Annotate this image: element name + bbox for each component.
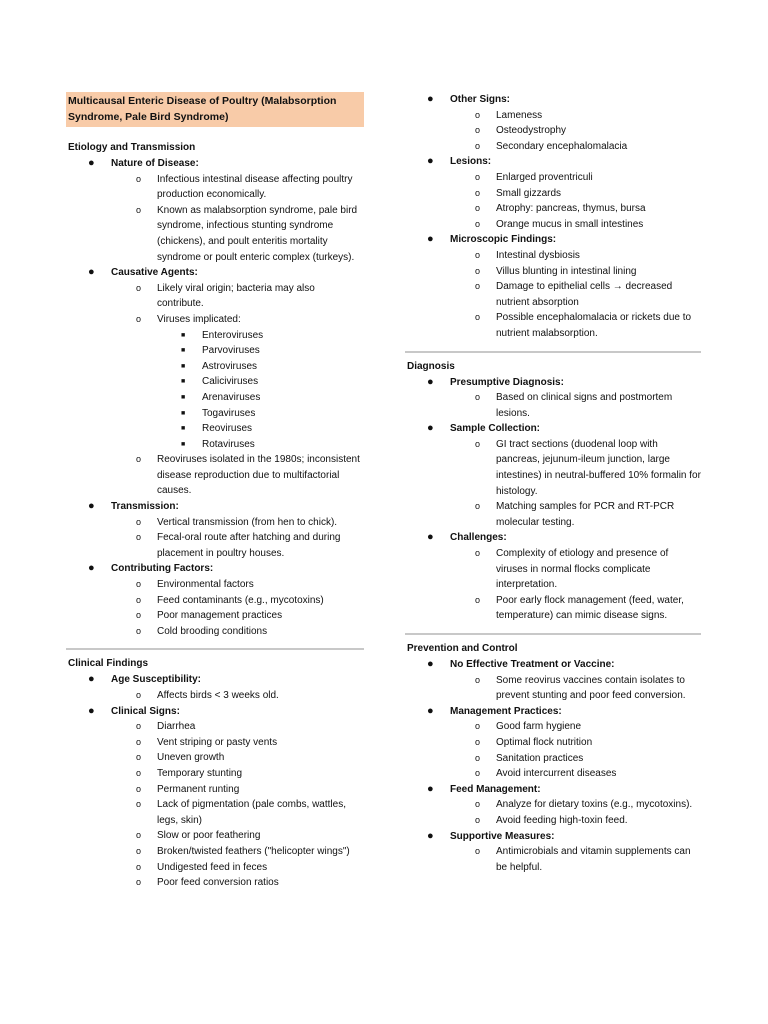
list-item-text: Clinical Signs: — [111, 705, 180, 717]
right-column-body — [405, 92, 701, 875]
list-item-text: Permanent runting — [157, 783, 240, 795]
left-column-body — [66, 140, 364, 891]
list-item — [405, 593, 701, 624]
list-item — [66, 828, 364, 844]
list-item-text: Causative Agents: — [111, 267, 198, 279]
bullet-disc-icon: ● — [427, 704, 434, 717]
list-item — [405, 139, 701, 155]
list-item-text: No Effective Treatment or Vaccine: — [450, 659, 615, 670]
bullet-disc-icon: ● — [427, 658, 434, 670]
list-item-text: Villus blunting in intestinal lining — [496, 265, 637, 277]
bullet-circle-icon: o — [475, 281, 481, 292]
list-item-text: Slow or poor feathering — [157, 830, 261, 842]
bullet-circle-icon: o — [475, 265, 481, 276]
bullet-disc-icon: ● — [427, 829, 434, 842]
list-item-text: Supportive Measures: — [450, 830, 555, 842]
bullet-circle-icon: o — [136, 610, 142, 621]
list-item-text: Caliciviruses — [202, 376, 259, 388]
list-item-text: Orange mucus in small intestines — [496, 218, 644, 230]
list-item — [405, 673, 701, 704]
bullet-circle-icon: o — [136, 282, 142, 293]
bullet-square-icon: ■ — [181, 440, 186, 448]
list-item-text: Vertical transmission (from hen to chick). — [157, 516, 338, 528]
section-divider — [66, 648, 364, 650]
list-item — [66, 593, 364, 609]
bullet-circle-icon: o — [475, 140, 481, 151]
list-item-text: Vent striping or pasty vents — [157, 736, 278, 748]
bullet-circle-icon: o — [475, 548, 481, 559]
list-item-text: Feed Management: — [450, 783, 541, 795]
list-item-text: Some reovirus vaccines contain isolates to prevent stunting and poor feed conversion. — [496, 674, 686, 702]
list-item-text: Presumptive Diagnosis: — [450, 376, 564, 388]
bullet-circle-icon: o — [136, 845, 142, 856]
list-item — [66, 452, 364, 499]
section-heading-prevention-and-control: Prevention and Control — [407, 643, 518, 654]
list-item — [405, 813, 701, 829]
list-item-text: Intestinal dysbiosis — [496, 249, 580, 261]
list-item — [66, 624, 364, 640]
bullet-circle-icon: o — [136, 830, 142, 841]
list-item-text: Management Practices: — [450, 705, 562, 717]
left-column — [66, 92, 364, 891]
list-item — [66, 766, 364, 782]
bullet-circle-icon: o — [136, 625, 142, 636]
list-item-text: Lesions: — [450, 156, 492, 168]
section-divider — [405, 351, 701, 353]
bullet-circle-icon: o — [136, 783, 142, 794]
list-item — [66, 515, 364, 531]
bullet-square-icon: ■ — [181, 362, 186, 370]
list-item-text: Damage to epithelial cells → decreased nutrient absorption — [496, 281, 673, 308]
document-title: Multicausal Enteric Disease of Poultry (Malabsorption Syndrome, Pale Bird Syndrome) — [66, 92, 364, 127]
list-item — [405, 201, 701, 217]
bullet-circle-icon: o — [475, 721, 481, 732]
bullet-disc-icon: ● — [88, 157, 95, 169]
bullet-circle-icon: o — [136, 736, 142, 747]
list-item-text: Known as malabsorption syndrome, pale bird syndrome, infectious stunting syndrome (chickens), and poult enteritis mortality syndrome or poult enteric complex (turkeys). — [157, 204, 358, 263]
bullet-circle-icon: o — [136, 532, 142, 543]
list-item — [66, 608, 364, 624]
bullet-disc-icon: ● — [427, 422, 434, 435]
list-item-text: Avoid feeding high-toxin feed. — [496, 814, 628, 826]
list-item-text: Age Susceptibility: — [111, 674, 202, 686]
list-item-text: Arenaviruses — [202, 391, 261, 403]
list-item-text: Rotaviruses — [202, 438, 255, 450]
section-heading-diagnosis: Diagnosis — [407, 360, 455, 372]
list-item-text: Possible encephalomalacia or rickets due to nutrient malabsorption. — [496, 312, 692, 339]
bullet-circle-icon: o — [136, 173, 142, 184]
bullet-heading — [66, 265, 364, 281]
bullet-heading — [405, 92, 701, 108]
right-column — [405, 92, 701, 875]
list-item-text: Undigested feed in feces — [157, 861, 268, 873]
list-item — [405, 279, 701, 310]
list-item-text: Uneven growth — [157, 752, 225, 764]
bullet-circle-icon: o — [475, 501, 481, 512]
bullet-disc-icon: ● — [427, 531, 434, 544]
bullet-square-icon: ■ — [181, 378, 186, 386]
bullet-disc-icon: ● — [427, 93, 434, 105]
bullet-square-icon: ■ — [181, 409, 186, 417]
list-item-text: Analyze for dietary toxins (e.g., mycotoxins). — [496, 799, 693, 811]
list-item — [405, 719, 701, 735]
bullet-circle-icon: o — [475, 203, 481, 214]
list-item-text: Osteodystrophy — [496, 125, 567, 137]
list-item-text: Cold brooding conditions — [157, 625, 268, 637]
bullet-circle-icon: o — [136, 204, 142, 215]
list-item — [405, 499, 701, 530]
list-item — [405, 108, 701, 124]
list-item-text: Poor feed conversion ratios — [157, 877, 279, 889]
bullet-disc-icon: ● — [427, 233, 434, 246]
bullet-circle-icon: o — [475, 674, 481, 685]
list-item-text: Affects birds < 3 weeks old. — [157, 690, 279, 701]
bullet-disc-icon: ● — [88, 704, 95, 717]
sub-list-item — [66, 374, 364, 390]
bullet-heading — [66, 561, 364, 577]
bullet-heading — [405, 530, 701, 546]
list-item-text: Antimicrobials and vitamin supplements can be helpful. — [496, 846, 691, 873]
bullet-heading — [405, 232, 701, 248]
bullet-disc-icon: ● — [88, 500, 95, 513]
list-item-text: Astroviruses — [202, 360, 258, 372]
sub-list-item — [66, 359, 364, 375]
list-item — [66, 782, 364, 798]
list-item-text: Atrophy: pancreas, thymus, bursa — [496, 203, 646, 215]
list-item-text: Complexity of etiology and presence of viruses in normal flocks complicate interpretation. — [496, 548, 669, 591]
list-item — [405, 735, 701, 751]
bullet-circle-icon: o — [475, 846, 481, 857]
list-item-text: Other Signs: — [450, 94, 511, 105]
list-item-text: Transmission: — [111, 501, 179, 513]
list-item — [66, 281, 364, 312]
bullet-heading — [405, 829, 701, 845]
list-item — [66, 530, 364, 561]
bullet-disc-icon: ● — [88, 673, 95, 686]
list-item-text: Avoid intercurrent diseases — [496, 768, 617, 780]
section-divider — [405, 633, 701, 635]
list-item-text: Good farm hygiene — [496, 721, 582, 733]
bullet-circle-icon: o — [136, 877, 142, 888]
list-item-text: Enteroviruses — [202, 329, 264, 341]
list-item — [405, 217, 701, 233]
bullet-circle-icon: o — [475, 125, 481, 136]
bullet-heading — [66, 156, 364, 172]
list-item-text: Sample Collection: — [450, 423, 541, 435]
bullet-heading — [66, 672, 364, 688]
list-item — [405, 186, 701, 202]
bullet-heading — [405, 154, 701, 170]
bullet-circle-icon: o — [475, 752, 481, 763]
list-item-text: Based on clinical signs and postmortem lesions. — [496, 392, 673, 419]
list-item — [405, 751, 701, 767]
list-item-text: Togaviruses — [202, 407, 256, 419]
list-item-text: Sanitation practices — [496, 752, 584, 764]
list-item-text: Infectious intestinal disease affecting poultry production economically. — [157, 173, 353, 201]
bullet-circle-icon: o — [136, 454, 142, 465]
list-item-text: Secondary encephalomalacia — [496, 140, 628, 152]
bullet-circle-icon: o — [475, 171, 481, 182]
sub-list-item — [66, 421, 364, 437]
list-item-text: Lack of pigmentation (pale combs, wattles, legs, skin) — [157, 799, 346, 826]
bullet-circle-icon: o — [136, 313, 142, 324]
bullet-heading — [405, 421, 701, 437]
list-item — [66, 875, 364, 891]
bullet-square-icon: ■ — [181, 347, 186, 355]
bullet-circle-icon: o — [475, 799, 481, 810]
bullet-heading — [405, 782, 701, 798]
list-item-text: Poor management practices — [157, 610, 283, 622]
bullet-disc-icon: ● — [88, 266, 95, 279]
bullet-disc-icon: ● — [427, 155, 434, 168]
sub-list-item — [66, 328, 364, 344]
list-item — [405, 170, 701, 186]
list-item-text: GI tract sections (duodenal loop with pancreas, jejunum-ileum junction, large intestines) in neutral-buffered 10% formalin for histology. — [496, 438, 701, 497]
bullet-circle-icon: o — [475, 218, 481, 229]
bullet-circle-icon: o — [136, 721, 142, 732]
bullet-circle-icon: o — [475, 594, 481, 605]
list-item — [66, 312, 364, 328]
bullet-square-icon: ■ — [181, 425, 186, 433]
bullet-circle-icon: o — [475, 768, 481, 779]
list-item — [66, 844, 364, 860]
list-item-text: Temporary stunting — [157, 767, 243, 779]
bullet-square-icon: ■ — [181, 331, 186, 339]
list-item — [405, 797, 701, 813]
bullet-heading — [405, 375, 701, 391]
section-heading-clinical-findings: Clinical Findings — [68, 658, 149, 670]
list-item-text: Likely viral origin; bacteria may also contribute. — [157, 282, 315, 310]
bullet-circle-icon: o — [475, 392, 481, 403]
list-item-text: Small gizzards — [496, 187, 562, 199]
list-item — [66, 577, 364, 593]
list-item — [66, 797, 364, 828]
bullet-heading — [405, 657, 701, 673]
sub-list-item — [66, 437, 364, 453]
list-item — [405, 390, 701, 421]
bullet-circle-icon: o — [475, 312, 481, 323]
sub-list-item — [66, 390, 364, 406]
bullet-circle-icon: o — [136, 799, 142, 810]
section-heading-etiology-and-transmission: Etiology and Transmission — [68, 142, 196, 153]
sub-list-item — [66, 406, 364, 422]
bullet-circle-icon: o — [136, 690, 142, 700]
list-item-text: Fecal-oral route after hatching and during placement in poultry houses. — [157, 532, 341, 559]
list-item-text: Challenges: — [450, 532, 507, 544]
list-item-text: Feed contaminants (e.g., mycotoxins) — [157, 594, 324, 606]
list-item-text: Optimal flock nutrition — [496, 736, 593, 748]
bullet-circle-icon: o — [136, 767, 142, 778]
list-item — [66, 719, 364, 735]
list-item — [405, 123, 701, 139]
list-item-text: Viruses implicated: — [157, 313, 241, 325]
bullet-circle-icon: o — [475, 109, 481, 120]
list-item-text: Enlarged proventriculi — [496, 171, 593, 183]
list-item — [405, 437, 701, 499]
bullet-circle-icon: o — [475, 187, 481, 198]
bullet-circle-icon: o — [475, 438, 481, 449]
bullet-circle-icon: o — [136, 579, 142, 590]
list-item-text: Parvoviruses — [202, 345, 260, 357]
list-item — [405, 264, 701, 280]
list-item-text: Nature of Disease: — [111, 158, 199, 169]
list-item — [405, 844, 701, 875]
list-item — [405, 766, 701, 782]
list-item-text: Reoviruses isolated in the 1980s; inconsistent disease reproduction due to multifactorial causes. — [157, 454, 360, 497]
list-item-text: Matching samples for PCR and RT-PCR molecular testing. — [496, 501, 675, 528]
list-item-text: Contributing Factors: — [111, 563, 214, 575]
bullet-square-icon: ■ — [181, 393, 186, 401]
bullet-heading — [66, 499, 364, 515]
list-item — [405, 310, 701, 341]
list-item-text: Broken/twisted feathers ("helicopter wings") — [157, 845, 350, 857]
list-item — [66, 203, 364, 265]
bullet-heading — [405, 704, 701, 720]
list-item — [66, 750, 364, 766]
bullet-circle-icon: o — [136, 752, 142, 763]
list-item — [66, 860, 364, 876]
list-item-text: Diarrhea — [157, 721, 196, 733]
list-item — [66, 688, 364, 704]
list-item — [66, 735, 364, 751]
bullet-circle-icon: o — [136, 516, 142, 527]
list-item-text: Lameness — [496, 109, 543, 121]
list-item-text: Environmental factors — [157, 579, 254, 591]
sub-list-item — [66, 343, 364, 359]
list-item — [405, 248, 701, 264]
list-item-text: Poor early flock management (feed, water, temperature) can mimic disease signs. — [496, 594, 684, 622]
bullet-disc-icon: ● — [88, 562, 95, 575]
bullet-circle-icon: o — [136, 861, 142, 872]
bullet-heading — [66, 704, 364, 720]
bullet-circle-icon: o — [475, 736, 481, 747]
bullet-disc-icon: ● — [427, 375, 434, 388]
bullet-circle-icon: o — [136, 594, 142, 605]
list-item-text: Reoviruses — [202, 423, 253, 435]
bullet-disc-icon: ● — [427, 782, 434, 795]
list-item-text: Microscopic Findings: — [450, 234, 557, 246]
list-item — [405, 546, 701, 593]
bullet-circle-icon: o — [475, 249, 481, 260]
list-item — [66, 172, 364, 203]
bullet-circle-icon: o — [475, 814, 481, 825]
